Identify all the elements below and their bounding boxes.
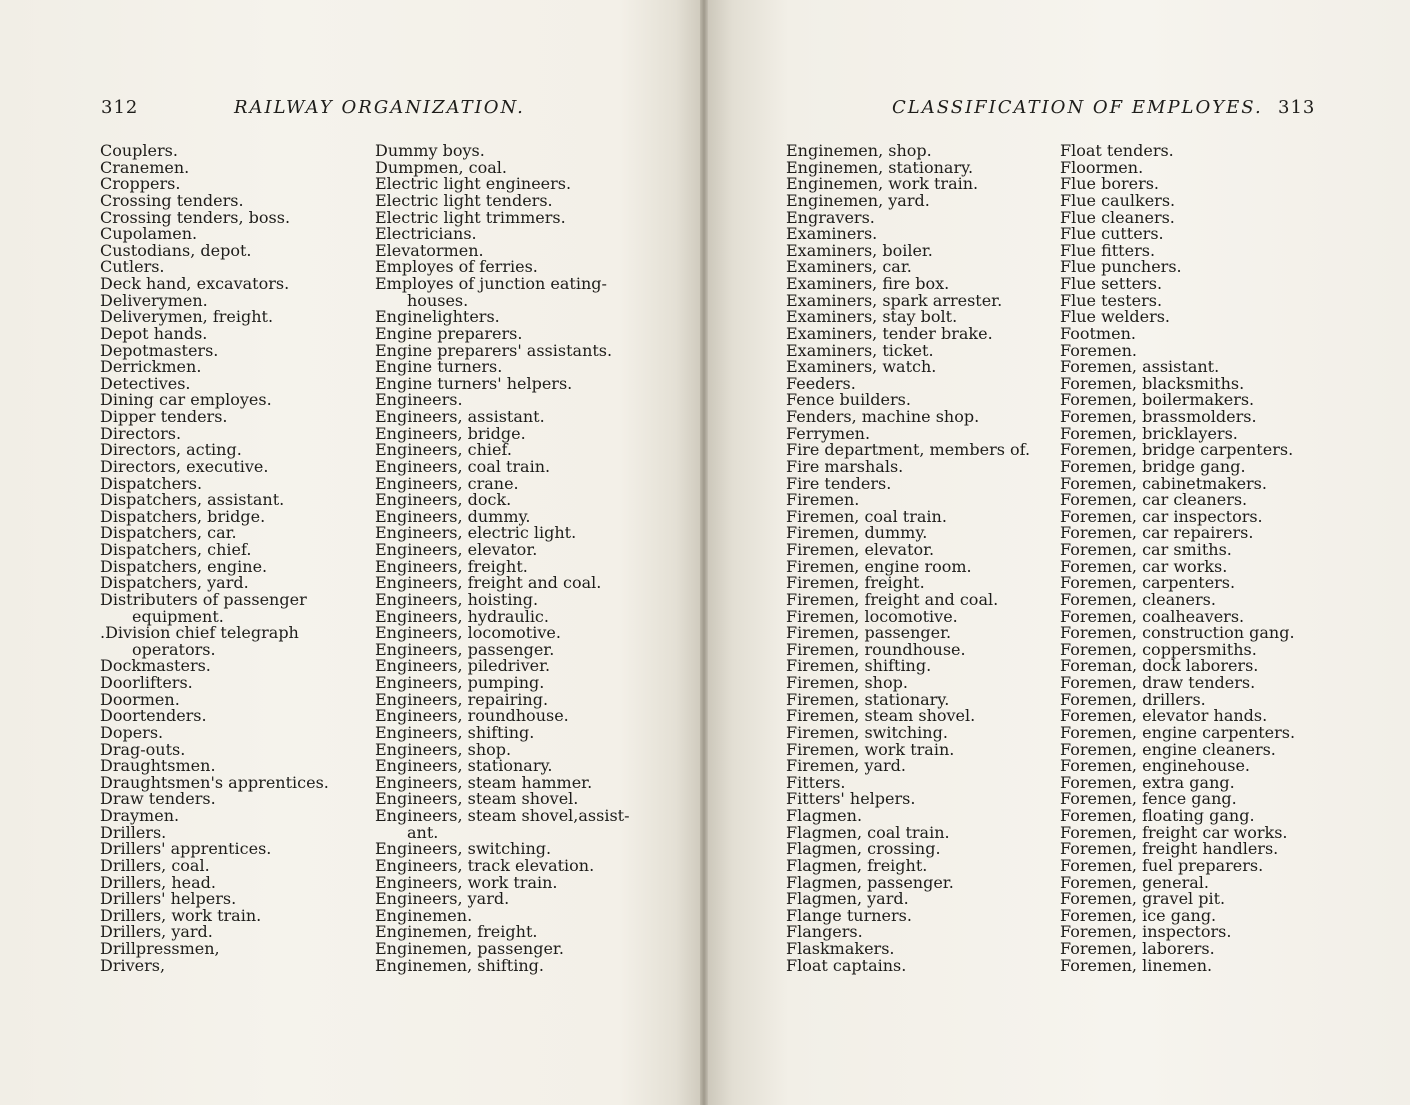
index-entry: Engineers, steam shovel. [375,789,579,809]
index-entry: Couplers. [100,141,178,160]
index-entry: Examiners, watch. [786,357,937,377]
book-gutter [700,0,708,1105]
index-entry: Foremen. [1060,340,1138,360]
index-entry: Drillers, work train. [100,905,262,925]
index-entry: Engineers, work train. [375,872,558,892]
index-entry: Flagmen, passenger. [786,872,954,892]
index-entry: Flangers. [786,922,863,942]
index-entry: Foremen, enginehouse. [1060,756,1251,776]
index-entry: Fence builders. [786,390,911,410]
right-page [704,0,1410,1105]
index-entry: Doorlifters. [100,673,193,692]
index-entry: Drillers' apprentices. [100,839,272,859]
index-entry: Engineers. [375,390,463,410]
index-entry: Examiners, car. [786,257,912,277]
index-entry: Dispatchers, yard. [100,573,249,593]
index-entry: Engineers, repairing. [375,689,549,709]
index-entry: Foremen, carpenters. [1060,573,1236,593]
index-entry: Directors, executive. [100,456,269,476]
index-entry: Foremen, boilermakers. [1060,390,1255,410]
index-entry: Ferrymen. [786,423,871,443]
index-entry: Engineers, freight and coal. [375,573,602,593]
index-entry: Foremen, inspectors. [1060,922,1232,942]
index-entry: Foreman, dock laborers. [1060,656,1259,676]
index-entry: Dining car employes. [100,390,272,410]
right-column-2 [1060,143,1295,974]
index-entry: Dispatchers, chief. [100,540,252,559]
index-entry: Engineers, assistant. [375,407,545,426]
index-entry: Engineers, locomotive. [375,623,561,643]
index-entry: Fitters. [786,772,846,792]
index-entry: Firemen, steam shovel. [786,706,976,726]
index-entry: Croppers. [100,174,181,194]
index-entry: Doormen. [100,689,180,709]
right-running-head [704,96,1410,120]
index-entry: Fenders, machine shop. [786,407,980,426]
index-entry: Feeders. [786,373,856,393]
index-entry: Dummy boys. [375,141,485,160]
index-entry: Firemen, locomotive. [786,606,958,626]
index-entry: Engineers, steam shovel,assist- [375,806,630,825]
index-entry: Flagmen, coal train. [786,822,950,842]
index-entry: Engineers, switching. [375,839,552,859]
index-entry: Drag-outs. [100,739,186,759]
index-entry: Examiners. [786,224,878,244]
index-entry: Directors. [100,423,182,443]
index-entry: Engine preparers' assistants. [375,340,613,360]
index-entry: Enginemen, yard. [786,190,930,210]
index-entry: Foremen, car repairers. [1060,523,1254,543]
index-entry: Foremen, ice gang. [1060,905,1217,925]
index-entry: Draughtsmen's apprentices. [100,772,329,792]
index-entry: Firemen, engine room. [786,556,972,576]
index-entry: Firemen, coal train. [786,506,947,526]
right-column-1 [786,143,1030,974]
index-entry: Flue cleaners. [1060,207,1175,227]
index-entry: Foremen, cleaners. [1060,589,1216,609]
index-entry: Foremen, elevator hands. [1060,706,1268,726]
index-entry: Enginemen. [375,905,473,925]
index-entry: Examiners, boiler. [786,240,933,260]
left-column-1 [100,143,329,974]
index-entry: Footmen. [1060,323,1136,343]
index-entry: Dispatchers, bridge. [100,506,266,526]
index-entry: Dispatchers, engine. [100,556,268,576]
index-entry: Foremen, laborers. [1060,939,1215,958]
index-entry: Float tenders. [1060,141,1174,160]
index-entry: Flue welders. [1060,307,1171,327]
index-entry: Firemen, shop. [786,673,908,692]
index-entry: Foremen, general. [1060,872,1209,892]
index-entry: Foremen, engine carpenters. [1060,722,1296,742]
index-entry: Dispatchers, car. [100,523,237,543]
index-entry: Engineers, stationary. [375,756,553,776]
index-entry: Foremen, cabinetmakers. [1060,473,1267,493]
index-entry: Electricians. [375,224,477,244]
left-page [0,0,704,1105]
index-entry: Deck hand, excavators. [100,274,290,293]
index-entry: Foremen, floating gang. [1060,806,1255,825]
index-entry: Cupolamen. [100,224,198,244]
index-entry: Flaskmakers. [786,939,895,958]
index-entry: Enginemen, freight. [375,922,538,942]
index-entry: Firemen, dummy. [786,523,928,543]
index-entry: Floormen. [1060,157,1144,177]
index-entry: Flue fitters. [1060,240,1156,260]
index-entry: Firemen, freight and coal. [786,589,999,609]
index-entry: Foremen, freight car works. [1060,822,1288,842]
index-entry: Firemen, freight. [786,573,925,593]
index-entry: Foremen, bridge gang. [1060,456,1246,476]
index-entry: Foremen, drillers. [1060,689,1206,709]
index-entry: equipment. [132,606,224,626]
index-entry: Dopers. [100,722,164,742]
index-entry: Firemen, elevator. [786,540,935,559]
index-entry: Elevatormen. [375,240,484,260]
index-entry: Draw tenders. [100,789,216,809]
index-entry: Foremen, gravel pit. [1060,889,1226,909]
index-entry: Drivers, [100,955,166,975]
index-entry: Foremen, freight handlers. [1060,839,1279,859]
index-entry: Flue borers. [1060,174,1160,194]
index-entry: Examiners, spark arrester. [786,290,1003,310]
index-entry: Engineers, yard. [375,889,510,909]
index-entry: Draughtsmen. [100,756,216,776]
page-number: 312 [101,97,139,118]
index-entry: Foremen, coalheavers. [1060,606,1245,626]
index-entry: Electric light trimmers. [375,207,566,227]
index-entry: Engineers, steam hammer. [375,772,593,792]
index-entry: Dipper tenders. [100,407,228,426]
index-entry: operators. [132,639,216,659]
index-entry: Distributers of passenger [100,589,307,609]
index-entry: Fitters' helpers. [786,789,916,809]
index-entry: Foremen, car inspectors. [1060,506,1263,526]
index-entry: Detectives. [100,373,191,393]
index-entry: Flue caulkers. [1060,190,1176,210]
index-entry: Foremen, construction gang. [1060,623,1295,643]
index-entry: Enginemen, passenger. [375,939,564,958]
index-entry: Firemen, yard. [786,756,907,776]
index-entry: Fire tenders. [786,473,892,493]
index-entry: Flagmen, crossing. [786,839,941,859]
index-entry: Engineers, coal train. [375,456,551,476]
index-entry: Cranemen. [100,157,190,177]
index-entry: Employes of junction eating- [375,274,607,293]
index-entry: Engineers, freight. [375,556,528,576]
index-entry: Crossing tenders. [100,190,244,210]
index-entry: Engineers, dummy. [375,506,531,526]
index-entry: Flue cutters. [1060,224,1164,244]
index-entry: Examiners, tender brake. [786,323,993,343]
index-entry: Examiners, fire box. [786,274,950,293]
index-entry: Firemen, roundhouse. [786,639,966,659]
index-entry: Depotmasters. [100,340,219,360]
index-entry: Cutlers. [100,257,165,277]
index-entry: Foremen, car works. [1060,556,1228,576]
index-entry: Foremen, brassmolders. [1060,407,1257,426]
index-entry: Engineers, bridge. [375,423,526,443]
index-entry: Foremen, assistant. [1060,357,1220,377]
index-entry: Electric light engineers. [375,174,572,194]
index-entry: Electric light tenders. [375,190,553,210]
index-entry: Engine preparers. [375,323,523,343]
index-entry: Engineers, dock. [375,490,512,510]
left-running-head [0,96,704,120]
index-entry: Engineers, shop. [375,739,512,759]
index-entry: Examiners, ticket. [786,340,934,360]
index-entry: Drillers' helpers. [100,889,237,909]
index-entry: Custodians, depot. [100,240,252,260]
index-entry: .Division chief telegraph [100,623,299,643]
page-number: 313 [1278,97,1316,118]
index-entry: Dispatchers. [100,473,203,493]
index-entry: Enginemen, shifting. [375,955,544,975]
index-entry: Dispatchers, assistant. [100,490,285,510]
index-entry: Dumpmen, coal. [375,157,507,177]
index-entry: Engineers, piledriver. [375,656,551,676]
index-entry: Directors, acting. [100,440,242,460]
index-entry: Engineers, chief. [375,440,512,460]
index-entry: Deliverymen, freight. [100,307,274,327]
index-entry: Depot hands. [100,323,208,343]
index-entry: Foremen, blacksmiths. [1060,373,1245,393]
index-entry: Engineers, elevator. [375,540,538,559]
index-entry: Firemen, stationary. [786,689,950,709]
index-entry: Firemen. [786,490,860,510]
index-entry: Foremen, car smiths. [1060,540,1232,559]
index-entry: Fire marshals. [786,456,904,476]
index-entry: Foremen, linemen. [1060,955,1213,975]
index-entry: Flue setters. [1060,274,1163,293]
index-entry: Foremen, fence gang. [1060,789,1237,809]
index-entry: Firemen, work train. [786,739,955,759]
index-entry: Examiners, stay bolt. [786,307,958,327]
index-entry: Float captains. [786,955,907,975]
running-title: RAILWAY ORGANIZATION. [234,97,525,118]
index-entry: Derrickmen. [100,357,202,377]
index-entry: Foremen, engine cleaners. [1060,739,1276,759]
index-entry: Dockmasters. [100,656,211,676]
index-entry: Engineers, electric light. [375,523,577,543]
index-entry: Enginemen, work train. [786,174,979,194]
index-entry: Firemen, passenger. [786,623,952,643]
index-entry: Foremen, car cleaners. [1060,490,1248,510]
index-entry: Foremen, bricklayers. [1060,423,1238,443]
index-entry: Engineers, shifting. [375,722,535,742]
index-entry: Engineers, hoisting. [375,589,539,609]
index-entry: Employes of ferries. [375,257,538,277]
index-entry: Drillers, coal. [100,855,210,875]
left-column-2 [375,143,630,974]
index-entry: Flagmen, yard. [786,889,909,909]
index-entry: Deliverymen. [100,290,208,310]
index-entry: Foremen, fuel preparers. [1060,855,1264,875]
index-entry: Flagmen. [786,806,863,825]
index-entry: Engineers, passenger. [375,639,555,659]
index-entry: Drillers, head. [100,872,216,892]
index-entry: Draymen. [100,806,180,825]
index-entry: Engineers, roundhouse. [375,706,569,726]
index-entry: ant. [407,822,439,842]
index-entry: Doortenders. [100,706,207,726]
index-entry: Flue punchers. [1060,257,1182,277]
index-entry: Foremen, coppersmiths. [1060,639,1257,659]
index-entry: Engravers. [786,207,875,227]
index-entry: Engineers, hydraulic. [375,606,549,626]
index-entry: Drillpressmen, [100,939,220,958]
index-entry: Flagmen, freight. [786,855,928,875]
index-entry: Engineers, track elevation. [375,855,595,875]
index-entry: Engineers, pumping. [375,673,545,692]
index-entry: Foremen, bridge carpenters. [1060,440,1294,460]
index-entry: Firemen, switching. [786,722,948,742]
running-title: CLASSIFICATION OF EMPLOYES. [892,97,1263,118]
index-entry: Foremen, draw tenders. [1060,673,1256,692]
index-entry: Firemen, shifting. [786,656,932,676]
index-entry: Enginelighters. [375,307,500,327]
index-entry: Engine turners. [375,357,503,377]
index-entry: Engine turners' helpers. [375,373,573,393]
index-entry: Enginemen, stationary. [786,157,974,177]
index-entry: Drillers, yard. [100,922,213,942]
index-entry: Enginemen, shop. [786,141,932,160]
index-entry: Flue testers. [1060,290,1163,310]
index-entry: Engineers, crane. [375,473,519,493]
index-entry: houses. [407,290,469,310]
index-entry: Crossing tenders, boss. [100,207,291,227]
index-entry: Fire department, members of. [786,440,1031,460]
index-entry: Flange turners. [786,905,912,925]
index-entry: Foremen, extra gang. [1060,772,1235,792]
index-entry: Drillers. [100,822,167,842]
